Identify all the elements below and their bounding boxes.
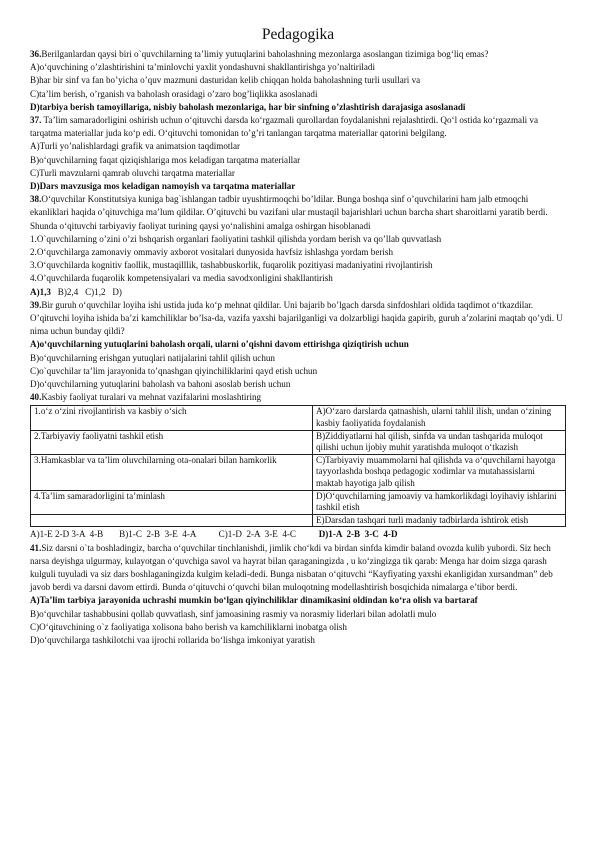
question-37 bbox=[30, 114, 566, 193]
table-cell-right: C)Tarbiyaviy muammolarni hal qilishda va o‘quvchilarni hayotga tayyorlashda boshqa pedagogic xodimlar va mutahassislarni maktab hayotiga jalb qilish bbox=[313, 454, 566, 490]
question-37-option-a: A)Turli yo’nalishlardagi grafik va animatsion taqdimotlar bbox=[30, 141, 241, 152]
question-38-correct-answer: A)1,3 bbox=[30, 286, 51, 297]
question-38-other-answers: B)2,4 C)1,2 D) bbox=[50, 286, 122, 297]
table-cell-left bbox=[31, 514, 313, 527]
question-36-option-c: C)ta’lim berish, o’rganish va baholash orasidagi o’zaro bog’liqlikka asoslanadi bbox=[30, 88, 318, 99]
question-38-number: 38. bbox=[30, 194, 42, 205]
question-39-option-a: A)o‘quvchilarning yutuqlarini baholash orqali, ularni o’qishni davom ettirishga qiziqtirish uchun bbox=[30, 339, 409, 350]
table-row bbox=[31, 430, 566, 454]
question-38-text bbox=[30, 193, 566, 233]
question-41-option-b: B)o‘quvchilar tashabbusini qollab quvvatlash, sinf jamoasining rasmiy va norasmiy liderlari bilan adolatli mulo bbox=[30, 608, 437, 619]
question-37-option-b: B)o‘quvchilarning faqat qiziqishlariga mos keladigan tarqatma materiallar bbox=[30, 154, 301, 165]
question-41-option-a: A)Ta’lim tarbiya jarayonida uchrashi mumkin bo‘lgan qiyinchiliklar dinamikasini oldindan ko‘ra olish va bartaraf bbox=[30, 595, 478, 606]
question-36-number: 36. bbox=[30, 49, 42, 59]
table-cell-right: D)O‘quvchilarning jamoaviy va hamkorlikdagi loyihaviy ishlarini tashkil etish bbox=[313, 490, 566, 514]
question-40-text bbox=[30, 391, 566, 404]
table-row bbox=[31, 454, 566, 490]
question-41 bbox=[30, 542, 566, 648]
question-36-option-b: B)har bir sinf va fan bo’yicha o’quv mazmuni dasturidan kelib chiqqan holda baholashning turli usullari va bbox=[30, 75, 421, 86]
table-cell-left: 1.o‘z o‘zini rivojlantirish va kasbiy o‘sich bbox=[31, 406, 313, 430]
table-cell-right: A)O‘zaro darslarda qatnashish, ularni tahlil ilish, undan o‘zining kasbiy faoliyatida foydalanish bbox=[313, 406, 566, 430]
question-41-option-d: D)o‘quvchilarga tashkilotchi vaa ijrochi rollarida bo‘lishga imkoniyat yaratish bbox=[30, 635, 315, 646]
question-40 bbox=[30, 391, 566, 541]
question-41-body: Siz darsni o`ta boshladingiz, barcha o‘quvchilar tinchlanishdi, jimlik cho‘kdi va birdan sinfda kimdir baland ovozda kulib yubordi. Siz hech narsa deyishga ulgurmay, kulayotgan o‘quvchiga savol va hayrat bilan qaraganingizda , u ko‘zingizga tik qarab: Menga har doim sizga qarash kulguli tuyuladi va siz dars boshlaganingizda kulgim keladi-dedi. Bunga nisbatan o‘qituvchi “Kayfiyating yaxshi ekanligidan xursandman” deb javob berdi va darsni davom ettirdi. Bunda o‘qituvchi o‘quvchi bilan muloqotning modellashtirish bosqichida nimalarga e’tibor berdi. bbox=[30, 542, 553, 593]
table-cell-left: 4.Ta’lim samaradorligini ta’minlash bbox=[31, 490, 313, 514]
question-41-text bbox=[30, 542, 566, 595]
question-38-item: 3.O‘quvchilarda kognitiv faollik, mustaqilllik, tashabbuskorlik, fuqarolik pozitiyasi madaniyatini rivojlantirish bbox=[30, 260, 433, 271]
question-38-body: O‘quvchilar Konstitutsiya kuniga bag`ishlangan tadbir uyushtirmoqchi bo’ldilar. Bunga boshqa sinf o’quvchilarini ham jalb etmoqchi ekanliklari haqida o’qituvchiga ma’lum qildilar. O’qituvchi bu vazifani ular mustaqil bajarishlari uchun barcha shart sharoitlarni yaratib berdi. Shunda o‘qituvchi tarbiyaviy faoliyat turining qaysi yo‘nalishini amalga oshirgan hisoblanadi bbox=[30, 194, 548, 231]
question-37-option-c: C)Turli mavzularni qamrab oluvchi tarqatma materiallar bbox=[30, 167, 235, 178]
table-row bbox=[31, 490, 566, 514]
matching-table bbox=[30, 405, 566, 527]
question-41-option-c: C)O‘qituvchining o`z faoliyatiga xolisona baho berish va kamchiliklarni inobatga olish bbox=[30, 621, 347, 632]
page-title: Pedagogika bbox=[261, 26, 335, 43]
question-36-text bbox=[30, 48, 566, 61]
question-39-option-b: B)o‘quvchilarning erishgan yutuqlari natijalarini tahlil qilish uchun bbox=[30, 352, 275, 363]
question-36 bbox=[30, 48, 566, 114]
question-39-option-d: D)o‘quvchilarning yutuqlarini baholash va bahoni asoslab berish uchun bbox=[30, 379, 291, 390]
table-cell-left: 3.Hamkasblar va ta’lim oluvchilarning ota-onalari bilan hamkorlik bbox=[31, 454, 313, 490]
question-37-body: Ta’lim samaradorligini oshirish uchun o‘qituvchi darsda ko‘rgazmali qurollardan foydalanishni rejalashtirdi. Qo‘l ostida ko‘rgazmali va tarqatma materiallar juda ko‘p edi. O‘qituvchi tomonidan to’g’ri tanlangan tarqatma materiallar qatorini belgilang. bbox=[30, 115, 538, 139]
table-cell-left: 2.Tarbiyaviy faoliyatni tashkil etish bbox=[31, 430, 313, 454]
table-cell-right: E)Darsdan tashqari turli madaniy tadbirlarda ishtirok etish bbox=[313, 514, 566, 527]
question-41-number: 41. bbox=[30, 542, 42, 553]
question-36-option-d: D)tarbiya berish tamoyillariga, nisbiy baholash mezonlariga, har bir sinfning o’zlashtirish darajasiga asoslanadi bbox=[30, 101, 466, 112]
question-39-text bbox=[30, 299, 566, 339]
question-36-option-a: A)o‘quvchining o’zlashtirishini ta’minlovchi yaxlit yondashuvni shakllantirishga yo’naltiriladi bbox=[30, 62, 375, 73]
table-row bbox=[31, 514, 566, 527]
question-40-correct-option: D)1-A 2-B 3-C 4-D bbox=[318, 529, 398, 540]
question-40-options bbox=[30, 528, 566, 541]
question-38-item: 2.O‘quvchilarga zamonaviy ommaviy axborot vositalari dunyosida havfsiz ishlashga yordam berish bbox=[30, 247, 393, 258]
question-38-item: 1.O`quvchilarning o’zini o’zi bshqarish organlari faoliyatini tashkil qilishda yordam berish va qo’llab quvvatlash bbox=[30, 233, 442, 244]
question-37-option-d: D)Dars mavzusiga mos keladigan namoyish va tarqatma materiallar bbox=[30, 181, 296, 192]
question-38 bbox=[30, 193, 566, 299]
question-38-item: 4.O’quvchilarda fuqarolik kompetensiyalari va media savodxonligini shakllantirish bbox=[30, 273, 333, 284]
question-40-body: Kasbiy faoliyat turalari va mehnat vazifalarini moslashtiring bbox=[41, 392, 262, 403]
question-40-other-options: A)1-E 2-D 3-A 4-B B)1-C 2-B 3-E 4-A C)1-D 2-A 3-E 4-C bbox=[30, 529, 319, 540]
question-40-number: 40. bbox=[30, 392, 42, 403]
question-37-text bbox=[30, 114, 566, 140]
question-39-body: Bir guruh o‘quvchilar loyiha ishi ustida juda ko‘p mehnat qildilar. Uni bajarib bo’lgach darsda sinfdoshlari oldida taqdimot o‘tkazdilar. O’qituvchi loyiha ishida ba’zi kamchiliklar bo’lsa-da, vazifa yaxshi bajarilganligi va dolzarbligi haqida gapirib, guruh a’zolarini maqtab qo’ydi. U nima uchun bunday qildi? bbox=[30, 299, 563, 337]
question-39 bbox=[30, 299, 566, 391]
question-38-answers bbox=[30, 286, 566, 299]
question-36-body: Berilganlardan qaysi biri o`quvchilarning ta’limiy yutuqlarini baholashning mezonlarga asoslangan tizimiga bog‘liq emas? bbox=[41, 49, 489, 59]
question-39-option-c: C)o`quvchilar ta’lim jarayonida to’qnashgan qiyinchiliklarini qayd etish uchun bbox=[30, 365, 318, 376]
question-39-number: 39. bbox=[30, 299, 42, 310]
table-cell-right: B)Ziddiyatlarni hal qilish, sinfda va undan tashqarida muloqot qilishi uchun ijobiy muhit yaratishda muloqot o‘tkazish bbox=[313, 430, 566, 454]
question-37-number: 37. bbox=[30, 115, 42, 126]
table-row bbox=[31, 406, 566, 430]
